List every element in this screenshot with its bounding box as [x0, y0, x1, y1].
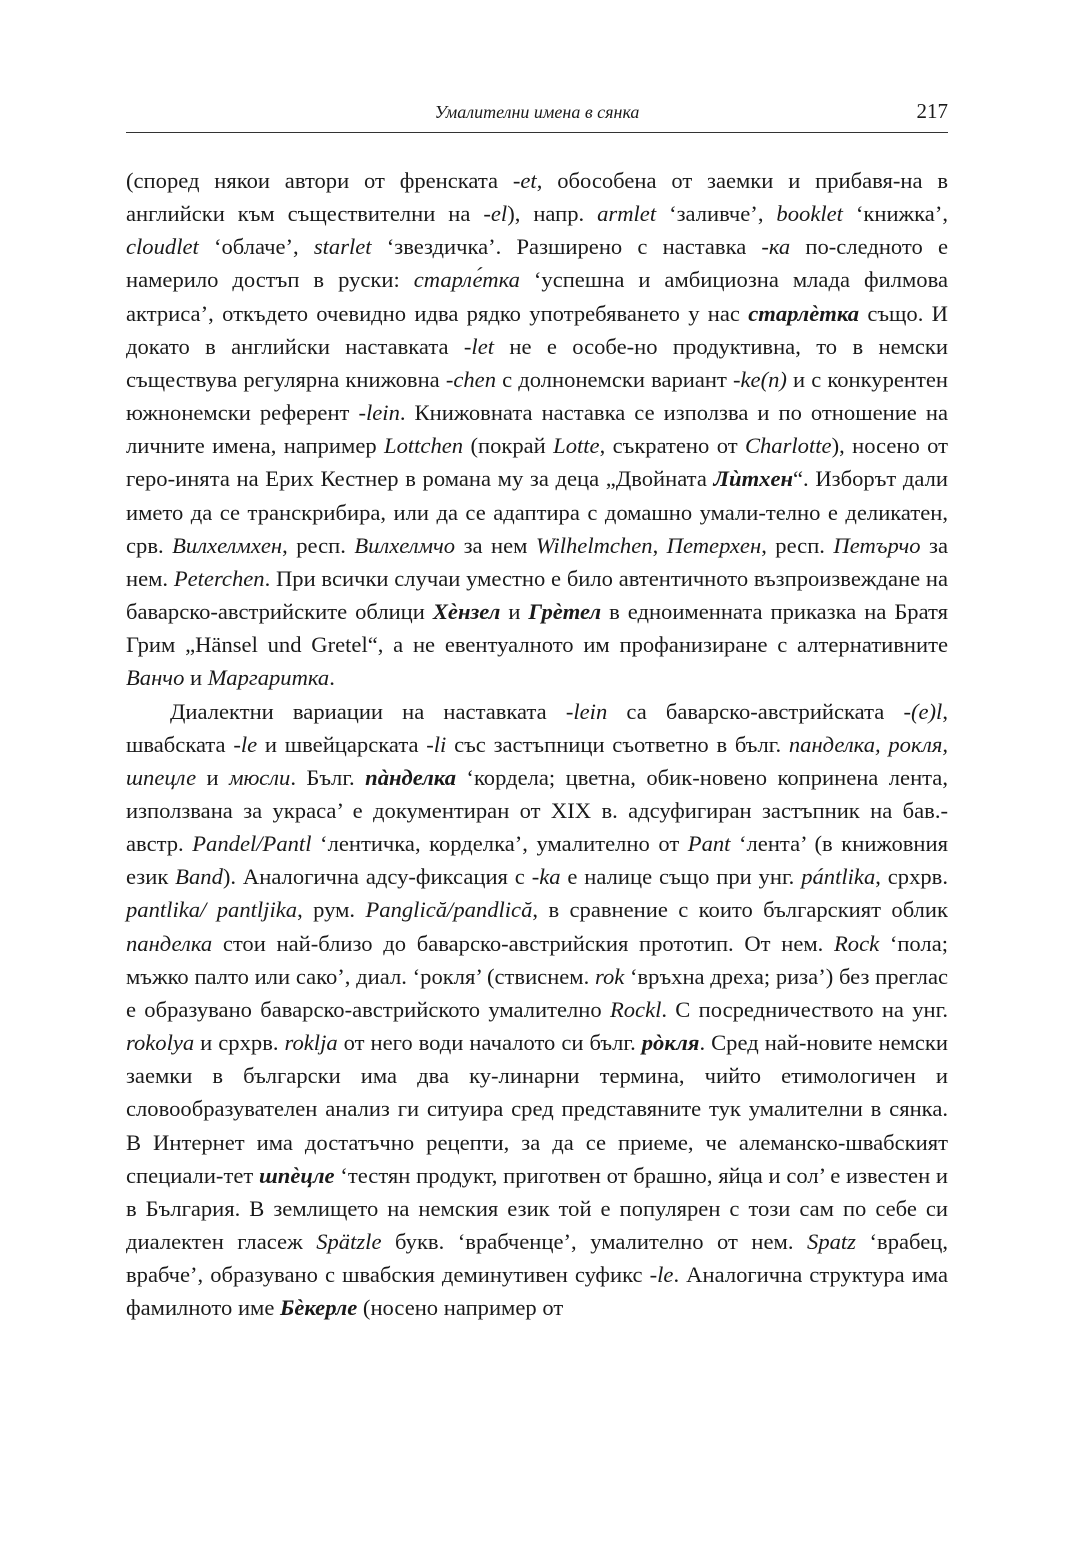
italic-term: -ка [761, 234, 791, 260]
text-run: . [329, 665, 335, 691]
italic-term: pántlika [801, 864, 876, 890]
italic-term: мюсли [229, 764, 291, 790]
text-run: . С посредничеството на унг. [661, 996, 948, 1022]
italic-term: pantlika/ pantljika [126, 897, 298, 923]
text-run: и [196, 764, 230, 790]
italic-term: Петърчо [833, 532, 921, 558]
italic-term: Wilhelmchen [535, 532, 653, 558]
italic-term: Spätzle [316, 1229, 382, 1254]
italic-term: старле́тка [413, 267, 520, 293]
italic-term: Lottchen [384, 433, 464, 459]
italic-term: Rockl [609, 996, 662, 1022]
text-run: и [184, 665, 208, 691]
text-run: ‘успешна и амбициозна млада филмова актриса’, откъдето очевидно идва рядко употребяването у нас [126, 267, 948, 326]
text-run: , рум. [297, 897, 366, 923]
italic-term: Ванчо [126, 665, 185, 691]
text-run: и швейцарската [257, 731, 427, 757]
italic-term: -li [426, 731, 447, 757]
bold-italic-term: пàнделка [365, 764, 456, 790]
italic-term: -lein [565, 698, 608, 724]
text-run: . Бълг. [290, 764, 366, 790]
text-run: . Аналогична структура има фамилното име [126, 1262, 948, 1321]
italic-term: панделка, рокля, шпецле [126, 731, 948, 790]
text-run: ). Аналогична адсу-фиксация с [222, 864, 532, 890]
text-run: ‘пола; мъжко палто или сако’, диал. ‘рокля’ (ствиснем. [126, 930, 949, 989]
text-run: , швабската [126, 698, 948, 757]
italic-term: Charlotte [744, 433, 832, 459]
italic-term: Петерхен [666, 532, 762, 558]
text-run: стои най-близо до баварско-австрийския прототип. От нем. [212, 930, 834, 956]
italic-term: -lein [358, 400, 400, 426]
text-run: за нем. [126, 532, 948, 591]
text-run: ‘облаче’, [198, 234, 314, 260]
italic-term: Panglică/pandlică [365, 897, 533, 923]
running-head [126, 98, 948, 133]
italic-term: -el [483, 201, 508, 227]
paragraph [126, 164, 948, 695]
text-run: (покрай [463, 433, 554, 459]
italic-term: rokolya [126, 1030, 195, 1056]
text-run: букв. ‘врабченце’, умалително от нем. [381, 1229, 808, 1254]
running-title: Умалителни имена в сянка [434, 102, 640, 122]
bold-italic-term: Хѐнзел [432, 599, 501, 625]
text-run: от него води началото си бълг. [337, 1030, 642, 1056]
text-run: и срхрв. [194, 1030, 285, 1056]
bold-italic-term: Лѝтхен [713, 466, 794, 492]
italic-term: booklet [776, 201, 843, 227]
text-run: ‘тестян продукт, приготвен от брашно, яйца и сол’ е известен и в България. В землището на немския език той е популярен с този сам по себе си диалектен гласеж [126, 1162, 948, 1254]
text-run: (според някои автори от френската [126, 168, 513, 193]
italic-term: панделка [126, 930, 213, 956]
text-run: “. Изборът дали името да се транскрибира, или да се адаптира с домашно умали-телно е деликатен, срв. [126, 466, 948, 558]
text-run: , респ. [761, 532, 834, 558]
italic-term: -ka [531, 864, 561, 890]
italic-term: Вилхелмчо [354, 532, 456, 558]
italic-term: armlet [597, 201, 657, 227]
italic-term: -le [649, 1262, 674, 1288]
italic-term: -(e)l [903, 698, 943, 724]
text-run: . Книжовната наставка се използва и по отношение на личните имена, например [126, 400, 948, 459]
italic-term: roklja [284, 1030, 338, 1056]
text-run: ‘лентичка, корделка’, умалително от [311, 831, 688, 857]
italic-term: Spatz [807, 1229, 856, 1254]
text-run: ‘врабец, врабче’, образувано с швабския деминутивен суфикс [126, 1229, 948, 1288]
italic-term: -le [233, 731, 258, 757]
text-run: ‘лента’ (в книжовния език [126, 831, 949, 890]
text-run: ‘връхна дреха; риза’) без преглас е образувано баварско-австрийското умалително [126, 963, 948, 1022]
italic-term: Вилхелмхен [172, 532, 283, 558]
text-run: ‘заливче’, [656, 201, 777, 227]
text-run: , срхрв. [875, 864, 948, 890]
text-run: . Сред най-новите немски заемки в български има два ку-линарни термина, чийто етимологичен и словообразувателен анализ ги ситуира сред представяните тук умалителни в сянка. В Интернет има достатъчно рецепти, за да се приеме, че алеманско-швабският специали-тет [126, 1030, 948, 1188]
text-run: и [500, 599, 529, 625]
italic-term: -ke(n) [732, 366, 787, 392]
text-run: е налице също при унг. [560, 864, 802, 890]
text-run: ), напр. [507, 201, 598, 227]
body-text [126, 164, 948, 1324]
paragraph [126, 695, 948, 1325]
italic-term: starlet [313, 234, 372, 260]
italic-term: Rock [833, 930, 880, 956]
text-run: , респ. [282, 532, 355, 558]
bold-italic-term: Бѐкерле [280, 1295, 358, 1321]
text-run: ‘книжка’, [842, 201, 949, 227]
text-run: в едноименната приказка на Братя Грим „Hänsel und Gretel“, а не евентуалното им профанизиране с алтернативните [126, 599, 949, 658]
italic-term: Pandel/Pantl [192, 831, 312, 857]
text-run: с долнонемски вариант [496, 366, 733, 392]
text-run: за нем [455, 532, 536, 558]
text-run: ), носено от геро-инята на Ерих Кестнер в романа му за деца „Двойната [126, 433, 949, 492]
italic-term: -let [463, 333, 495, 359]
text-run: също. И докато в английски наставката [126, 300, 949, 359]
text-run: със застъпници съответно в бълг. [446, 731, 789, 757]
italic-term: Peterchen [173, 565, 265, 591]
text-run: . При всички случаи уместно е било автентичното възпроизвеждане на баварско-австрийските облици [126, 565, 948, 625]
text-run: и с конкурентен южнонемски референт [126, 366, 948, 426]
text-run: , съкратено от [599, 433, 745, 459]
text-run: , [652, 532, 667, 558]
text-run: ‘звездичка’. Разширено с наставка [371, 234, 762, 260]
italic-term: Pant [687, 831, 731, 857]
italic-term: rok [594, 963, 625, 989]
bold-italic-term: Грѐтел [528, 599, 602, 625]
text-run: , обособена от заемки и прибавя-на в английски към съществителни на [126, 168, 948, 227]
bold-italic-term: рòкля [641, 1030, 700, 1056]
text-run: не е особе-но продуктивна, то в немски съществува регулярна книжовна [126, 333, 948, 392]
page-number: 217 [916, 99, 948, 123]
text-run: по-следното е намерило достъп в руски: [126, 234, 948, 293]
bold-italic-term: шпѐцле [258, 1162, 335, 1188]
text-run: са баварско-австрийската [607, 698, 904, 724]
italic-term: Маргаритка [207, 665, 330, 691]
italic-term: Band [175, 864, 223, 890]
bold-italic-term: старлѐтка [748, 300, 859, 326]
italic-term: -chen [445, 366, 497, 392]
italic-term: cloudlet [126, 234, 199, 260]
text-run: , в сравнение с които българският облик [532, 897, 948, 923]
italic-term: Lotte [553, 433, 600, 459]
text-run: (носено например от [357, 1295, 564, 1321]
text-run: Диалектни вариации на наставката [170, 698, 566, 724]
italic-term: -et [512, 168, 537, 193]
text-run: ‘кордела; цветна, обик-новено копринена лента, използвана за украса’ е документиран от XIX в. адсуфигиран застъпник на бав.-австр. [126, 764, 948, 857]
